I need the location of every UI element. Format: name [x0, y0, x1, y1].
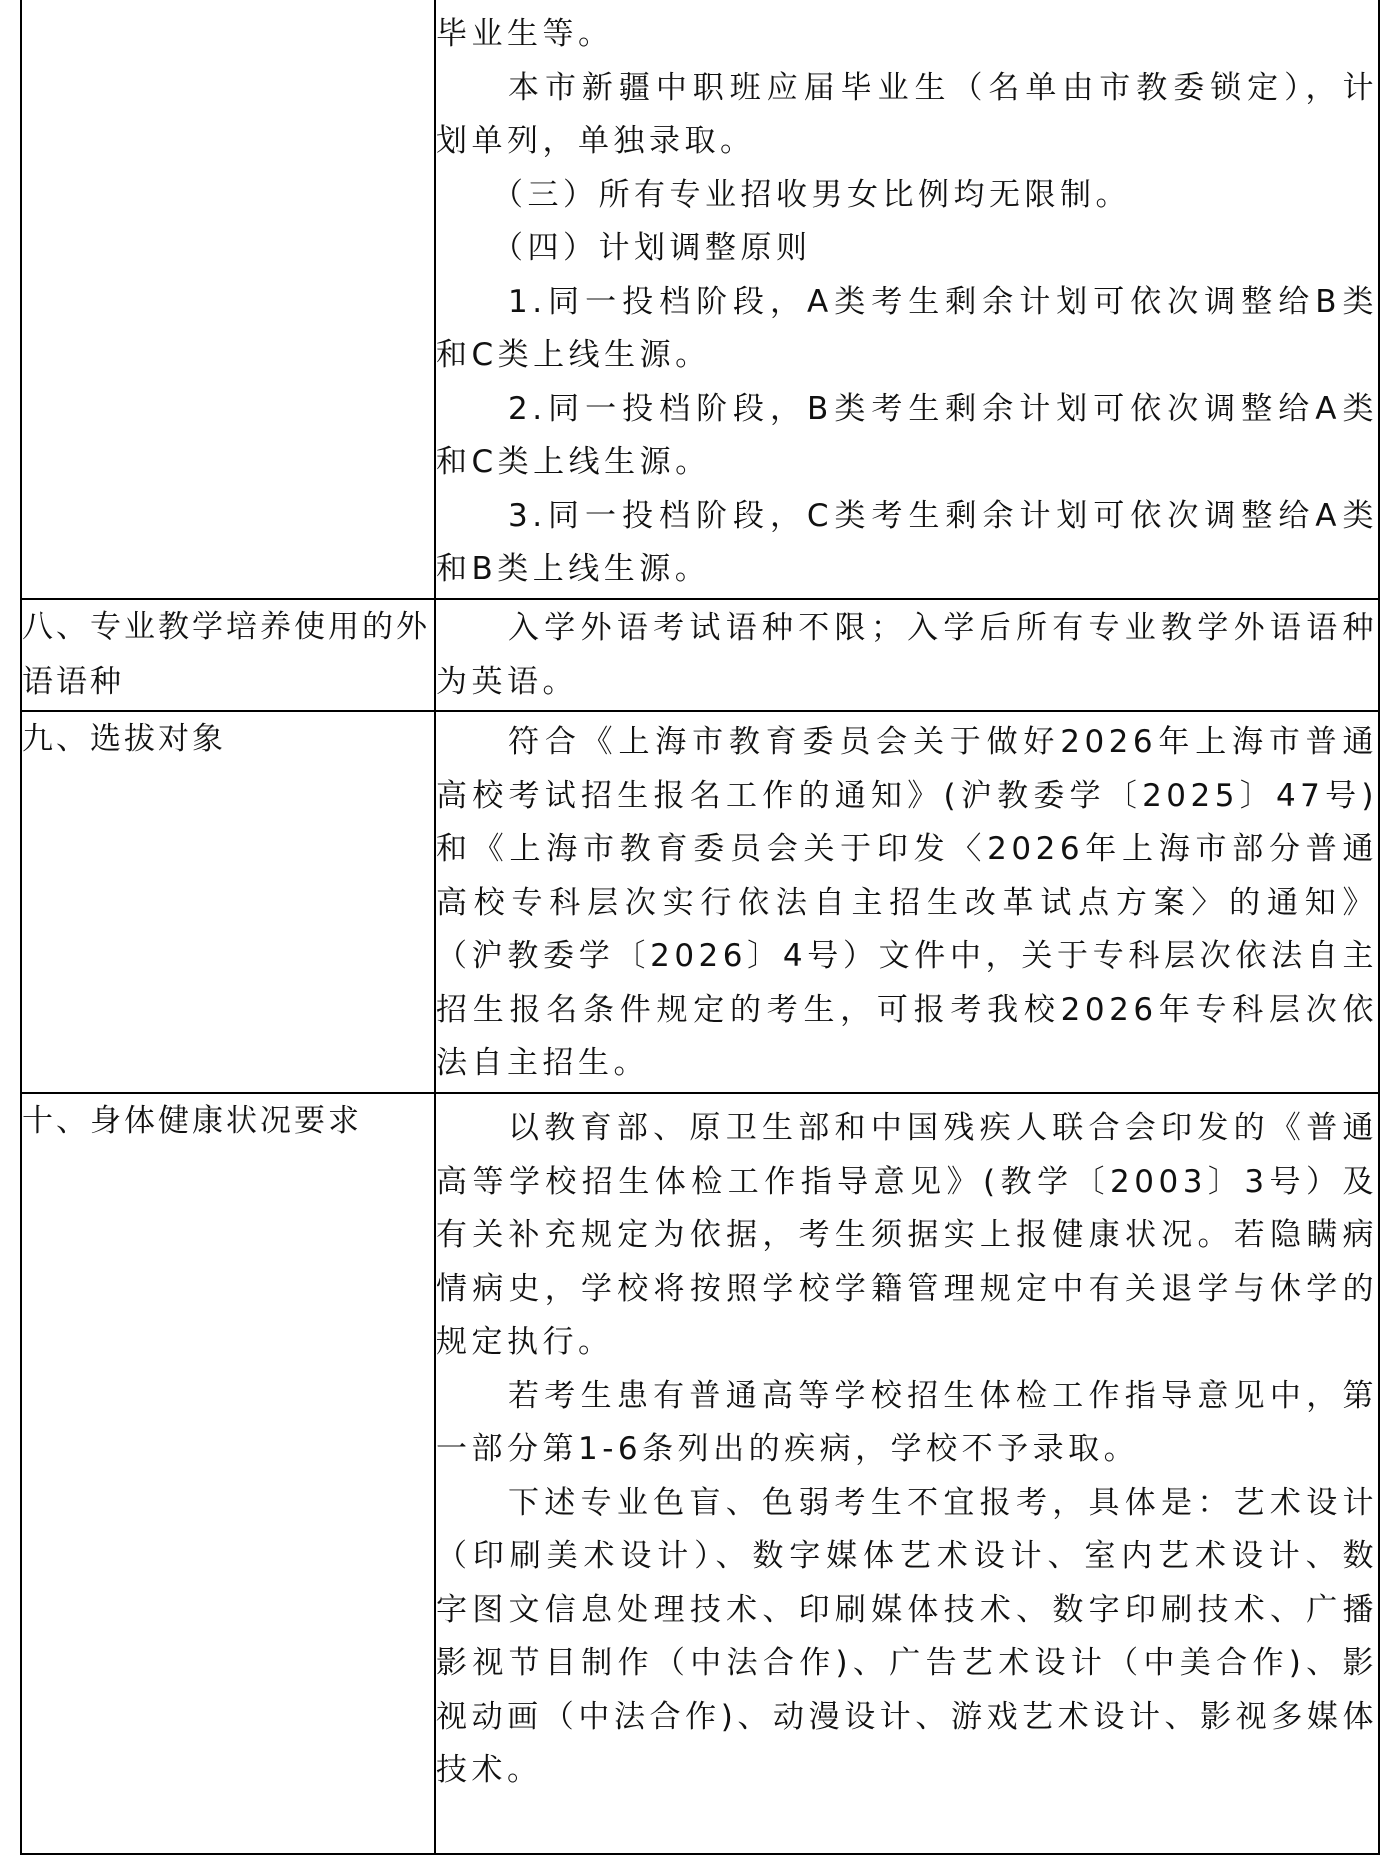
row-label-cell — [21, 599, 435, 711]
paragraph: 入学外语考试语种不限；入学后所有专业教学外语语种为英语。 — [436, 610, 1378, 700]
table-row — [21, 0, 1379, 599]
paragraph: 以教育部、原卫生部和中国残疾人联合会印发的《普通高等学校招生体检工作指导意见》(教学〔2003〕3号）及有关补充规定为依据，考生须据实上报健康状况。若隐瞒病情病史，学校将按照学校学籍管理规定中有关退学与休学的规定执行。 — [436, 1110, 1378, 1360]
paragraph: 毕业生等。 — [436, 16, 614, 52]
paragraph: （三）所有专业招收男女比例均无限制。 — [492, 176, 1131, 213]
row-label: 八、专业教学培养使用的外语语种 — [22, 609, 430, 700]
table-row — [21, 599, 1379, 711]
row-content-cell — [435, 0, 1379, 599]
row-label: 十、身体健康状况要求 — [22, 1103, 362, 1139]
row-label: 九、选拔对象 — [22, 721, 226, 757]
row-label-cell — [21, 1093, 435, 1854]
row-content-cell — [435, 711, 1379, 1093]
paragraph: （四）计划调整原则 — [492, 230, 812, 266]
paragraph: 1.同一投档阶段，A类考生剩余计划可依次调整给B类和C类上线生源。 — [436, 283, 1378, 373]
row-content-cell — [435, 599, 1379, 711]
paragraph: 下述专业色盲、色弱考生不宜报考，具体是：艺术设计（印刷美术设计）、数字媒体艺术设计、室内艺术设计、数字图文信息处理技术、印刷媒体技术、数字印刷技术、广播影视节目制作（中法合作)、广告艺术设计（中美合作)、影视动画（中法合作)、动漫设计、游戏艺术设计、影视多媒体技术。 — [436, 1484, 1378, 1788]
table-row — [21, 711, 1379, 1093]
table-row — [21, 1093, 1379, 1854]
paragraph: 本市新疆中职班应届毕业生（名单由市教委锁定），计划单列，单独录取。 — [436, 69, 1378, 159]
paragraph: 符合《上海市教育委员会关于做好2026年上海市普通高校考试招生报名工作的通知》(沪教委学〔2025〕47号)和《上海市教育委员会关于印发〈2026年上海市部分普通高校专科层次实行依法自主招生改革试点方案〉的通知》（沪教委学〔2026〕4号）文件中，关于专科层次依法自主招生报名条件规定的考生，可报考我校2026年专科层次依法自主招生。 — [436, 724, 1378, 1081]
row-label-cell — [21, 711, 435, 1093]
row-content-cell — [435, 1093, 1379, 1854]
row-label-cell — [21, 0, 435, 599]
paragraph: 3.同一投档阶段，C类考生剩余计划可依次调整给A类和B类上线生源。 — [436, 497, 1378, 587]
requirements-table — [20, 0, 1380, 1855]
paragraph: 2.同一投档阶段，B类考生剩余计划可依次调整给A类和C类上线生源。 — [436, 390, 1378, 480]
paragraph: 若考生患有普通高等学校招生体检工作指导意见中，第一部分第1-6条列出的疾病，学校不予录取。 — [436, 1377, 1378, 1467]
